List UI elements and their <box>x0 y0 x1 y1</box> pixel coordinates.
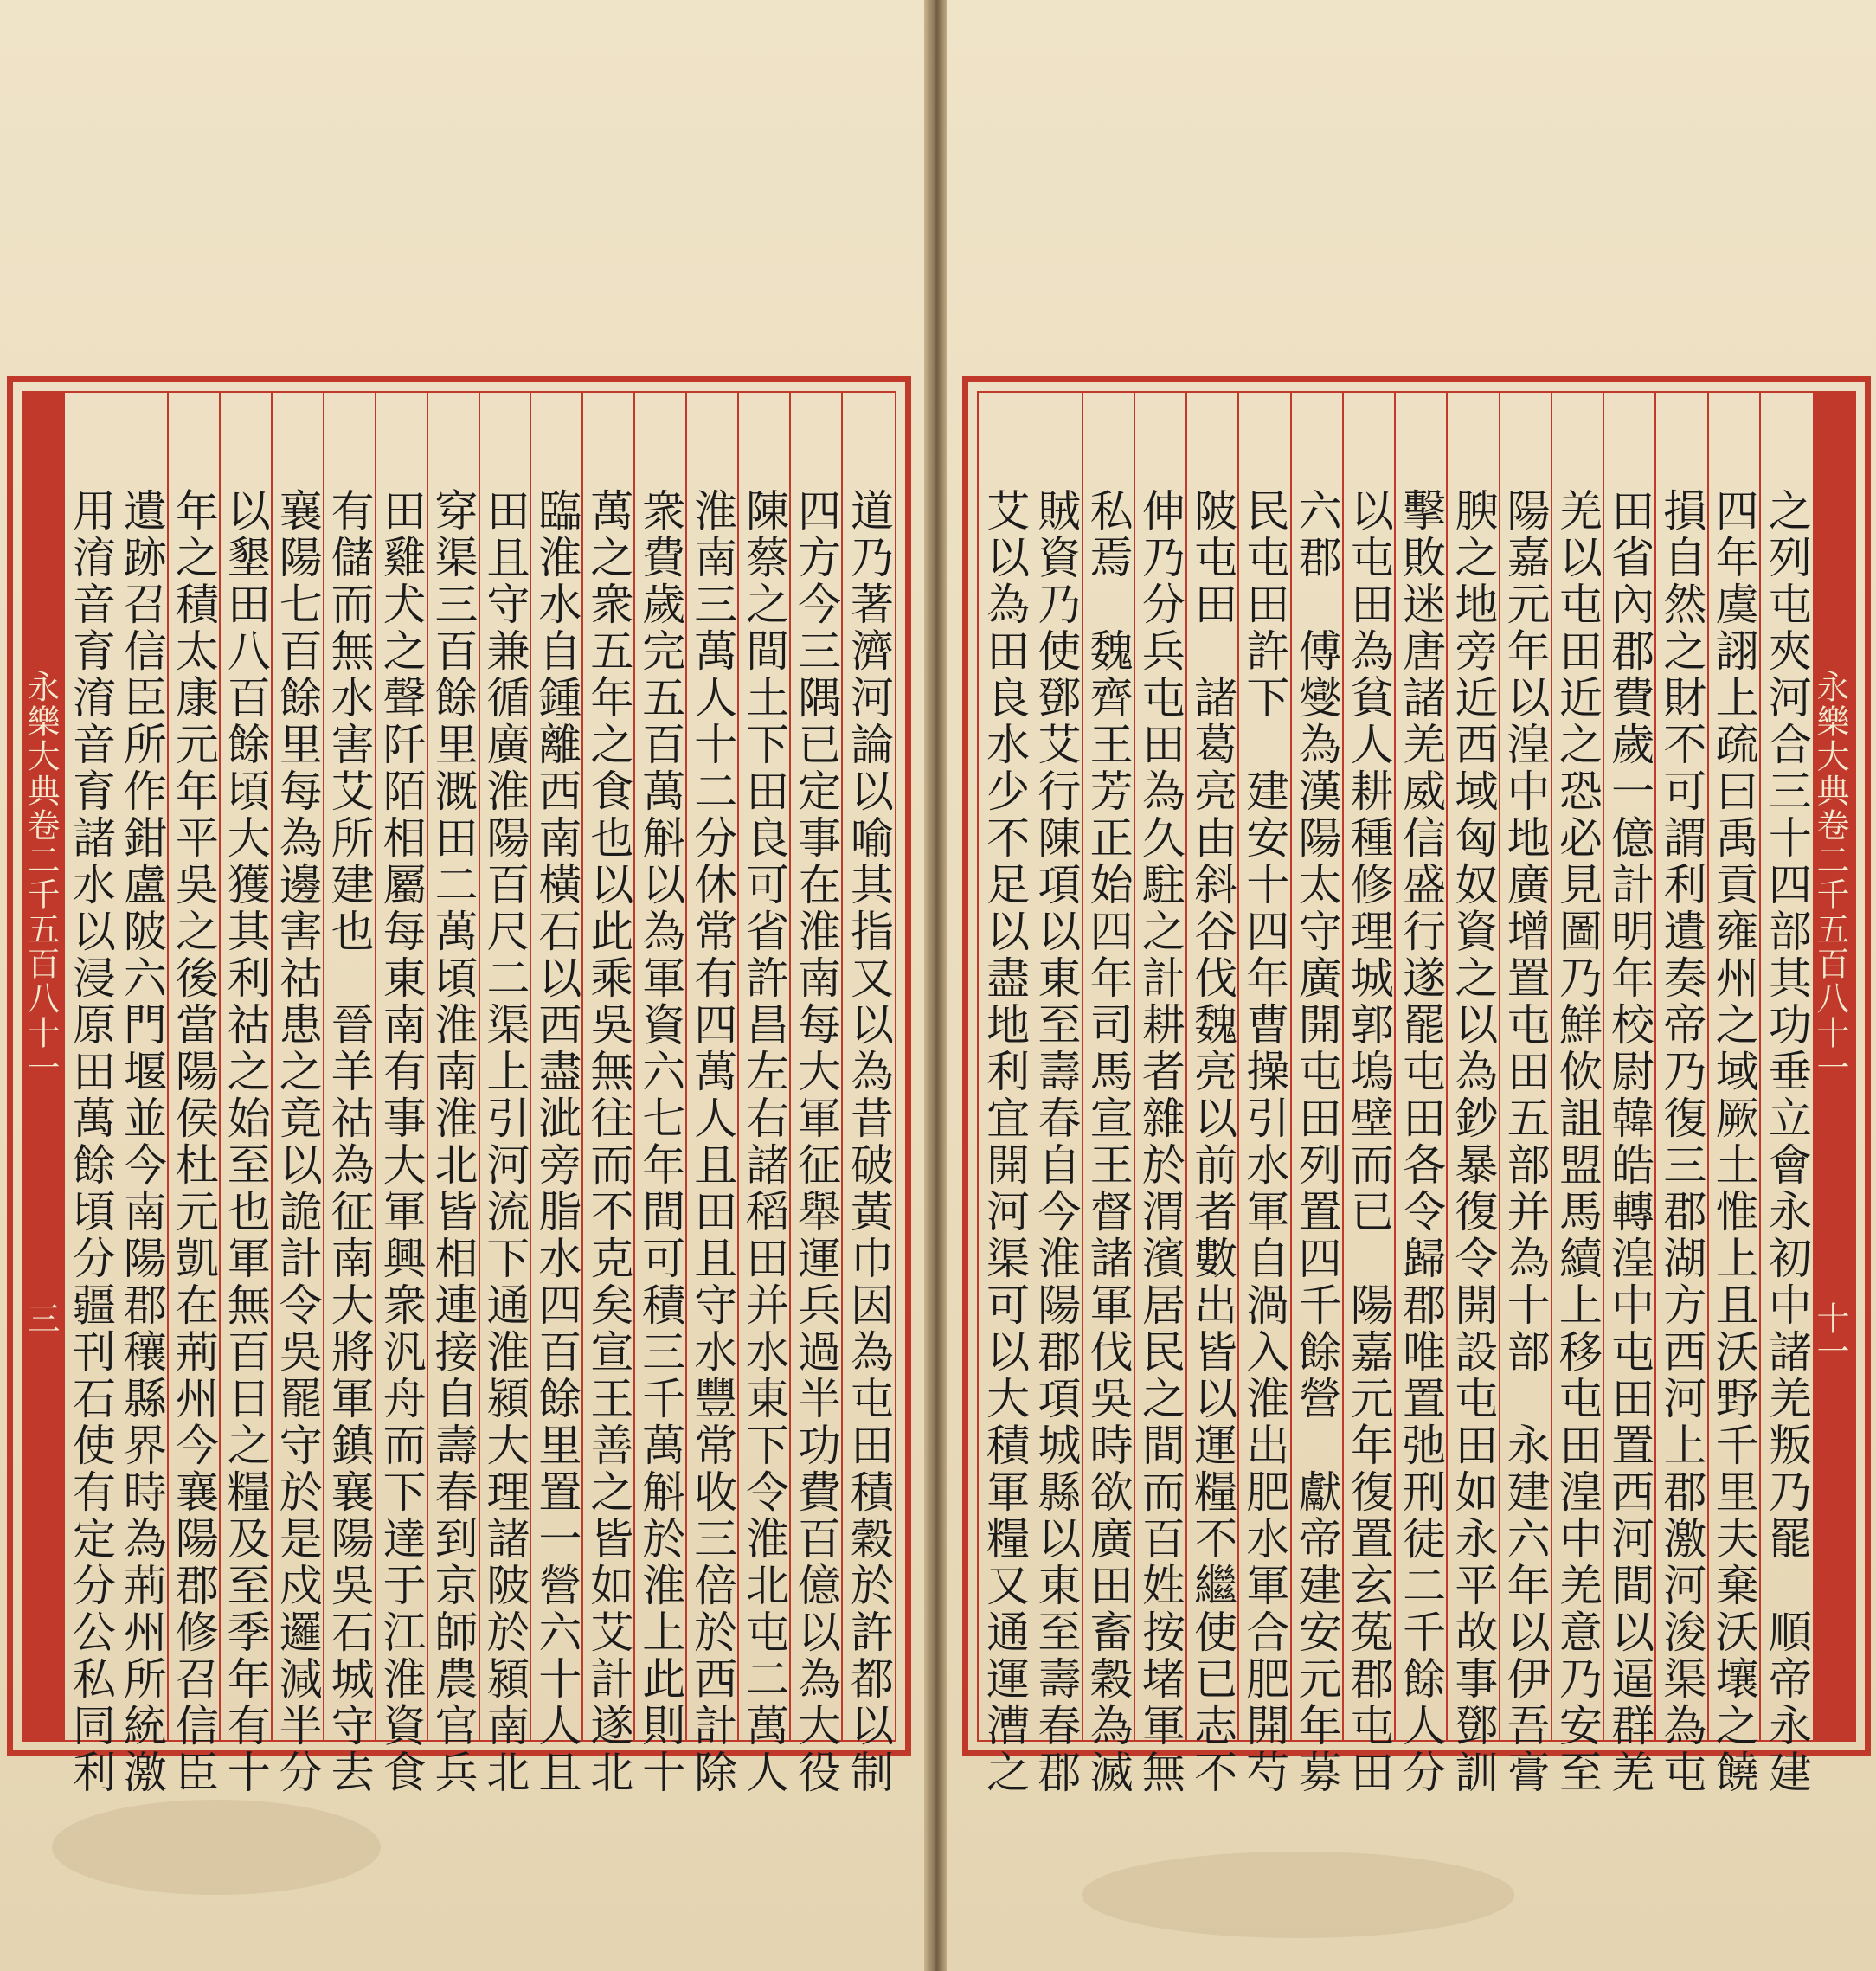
text-column <box>272 393 324 1796</box>
column-text: 衆費歲完五百萬斛以為軍資六七年間可積三千萬斛於淮上此則十 <box>635 488 686 1796</box>
book-gutter <box>924 0 947 1971</box>
left-inner-frame <box>22 391 896 1796</box>
column-text: 四方今三隅已定事在淮南每大軍征舉運兵過半功費百億以為大役 <box>791 488 842 1796</box>
column-text: 之列屯夾河合三十四部其功垂立會永初中諸羌叛乃罷 順帝永建 <box>1761 488 1812 1796</box>
column-text: 伸乃分兵屯田為久駐之計耕者雜於渭濱居民之間而百姓按堵軍無 <box>1134 488 1185 1796</box>
text-column <box>479 393 532 1796</box>
paper-stain <box>1082 1852 1514 1938</box>
column-text: 用淯音育淯音育諸水以浸原田萬餘頃分疆刊石使有定分公私同利 <box>65 488 116 1796</box>
column-text: 年之積太康元年平吳之後當陽侯杜元凱在荊州今襄陽郡修召信臣 <box>168 488 219 1796</box>
text-column <box>1187 393 1239 1796</box>
text-column <box>1500 393 1552 1796</box>
column-text: 遺跡召信臣所作鉗盧陂六門堰並今南陽郡穰縣界時為荊州所統激 <box>116 488 167 1796</box>
column-text: 臨淮水自鍾離西南橫石以西盡泚旁脂水四百餘里置一營六十人且 <box>531 488 582 1796</box>
column-text: 陂屯田 諸葛亮由斜谷伐魏亮以前者數出皆以運糧不繼使已志不 <box>1187 488 1238 1796</box>
column-text: 私焉 魏齊王芳正始四年司馬宣王督諸軍伐吳時欲廣田畜穀為滅 <box>1083 488 1134 1796</box>
column-text: 田雞犬之聲阡陌相屬每東南有事大軍興衆汎舟而下達于江淮資食 <box>376 488 427 1796</box>
right-margin-page-number: 十一 <box>1811 1301 1849 1367</box>
column-text: 損自然之財不可謂利遺奏帝乃復三郡湖方西河上郡激河浚渠為屯 <box>1656 488 1707 1796</box>
text-column <box>979 393 1031 1796</box>
text-column <box>1656 393 1708 1796</box>
text-column <box>1239 393 1291 1796</box>
text-column <box>687 393 739 1796</box>
text-column <box>531 393 583 1796</box>
column-text: 賊資乃使鄧艾行陳項以東至壽春自今淮陽郡項城縣以東至壽春郡 <box>1031 488 1082 1796</box>
right-margin-band <box>1813 393 1854 1740</box>
column-text: 有儲而無水害艾所建也 晉羊祜為征南大將軍鎮襄陽吳石城守去 <box>324 488 375 1796</box>
column-text: 腴之地旁近西域匈奴資之以為鈔暴復令開設屯田如永平故事鄧訓 <box>1448 488 1499 1796</box>
left-margin-page-number: 三 <box>22 1301 60 1334</box>
text-column <box>1291 393 1344 1796</box>
text-column <box>427 393 480 1796</box>
column-text: 穿渠三百餘里溉田二萬頃淮南淮北皆相連接自壽春到京師農官兵 <box>427 488 479 1796</box>
paper-stain <box>52 1800 381 1895</box>
text-column <box>324 393 376 1796</box>
text-column <box>116 393 169 1796</box>
column-text: 擊敗迷唐諸羌威信盛行遂罷屯田各令歸郡唯置弛刑徒二千餘人分 <box>1396 488 1447 1796</box>
left-margin-title: 永樂大典卷二千五百八十一 <box>22 670 60 1085</box>
left-margin-band <box>23 393 65 1740</box>
column-text: 民屯田許下 建安十四年曹操引水軍自渦入淮出肥水軍合肥開芍 <box>1239 488 1290 1796</box>
text-column <box>1396 393 1448 1796</box>
column-text: 艾以為田良水少不足以盡地利宜開河渠可以大積軍糧又通運漕之 <box>980 488 1031 1796</box>
text-column <box>1761 393 1813 1796</box>
text-column <box>739 393 791 1796</box>
text-column <box>791 393 843 1796</box>
text-column <box>1448 393 1500 1796</box>
text-column <box>1343 393 1396 1796</box>
right-inner-frame <box>977 391 1856 1796</box>
text-column <box>1552 393 1604 1796</box>
text-column <box>1031 393 1083 1796</box>
column-text: 六郡 傅燮為漢陽太守廣開屯田列置四千餘營 獻帝建安元年募 <box>1291 488 1342 1796</box>
column-text: 襄陽七百餘里每為邊害祜患之竟以詭計令吳罷守於是戍邏減半分 <box>272 488 323 1796</box>
left-text-frame <box>7 376 911 1796</box>
text-column <box>1708 393 1761 1796</box>
text-column <box>583 393 635 1796</box>
column-text: 萬之衆五年之食也以此乘吳無往而不克矣宣王善之皆如艾計遂北 <box>583 488 634 1796</box>
text-column <box>635 393 687 1796</box>
column-text: 田省內郡費歲一億計明年校尉韓皓轉湟中屯田置西河間以逼群羌 <box>1604 488 1655 1796</box>
text-column <box>65 393 117 1796</box>
text-column <box>1083 393 1135 1796</box>
column-text: 田且守兼循廣淮陽百尺二渠上引河流下通淮潁大理諸陂於潁南北 <box>479 488 530 1796</box>
column-text: 以墾田八百餘頃大獲其利祜之始至也軍無百日之糧及至季年有十 <box>220 488 271 1796</box>
right-text-frame <box>962 376 1871 1796</box>
text-column <box>220 393 273 1796</box>
right-margin-title: 永樂大典卷二千五百八十一 <box>1811 670 1849 1085</box>
column-text: 四年虞詡上疏曰禹貢雍州之域厥土惟上且沃野千里夫棄沃壤之饒 <box>1708 488 1759 1796</box>
column-text: 淮南三萬人十二分休常有四萬人且田且守水豐常收三倍於西計除 <box>687 488 738 1796</box>
text-column <box>168 393 221 1796</box>
column-text: 陽嘉元年以湟中地廣增置屯田五部并為十部 永建六年以伊吾膏 <box>1500 488 1551 1796</box>
text-column <box>843 393 895 1796</box>
column-text: 道乃著濟河論以喻其指又以為昔破黃巾因為屯田積穀於許都以制 <box>844 488 895 1796</box>
column-text: 羌以屯田近之恐必見圖乃鮮佽詛盟馬續上移屯田湟中羌意乃安至 <box>1552 488 1603 1796</box>
text-column <box>1604 393 1656 1796</box>
column-text: 以屯田為貧人耕種修理城郭塢壁而已 陽嘉元年復置玄菟郡屯田 <box>1343 488 1394 1796</box>
text-column <box>376 393 428 1796</box>
column-text: 陳蔡之間土下田良可省許昌左右諸稻田并水東下令淮北屯二萬人 <box>739 488 790 1796</box>
text-column <box>1134 393 1187 1796</box>
